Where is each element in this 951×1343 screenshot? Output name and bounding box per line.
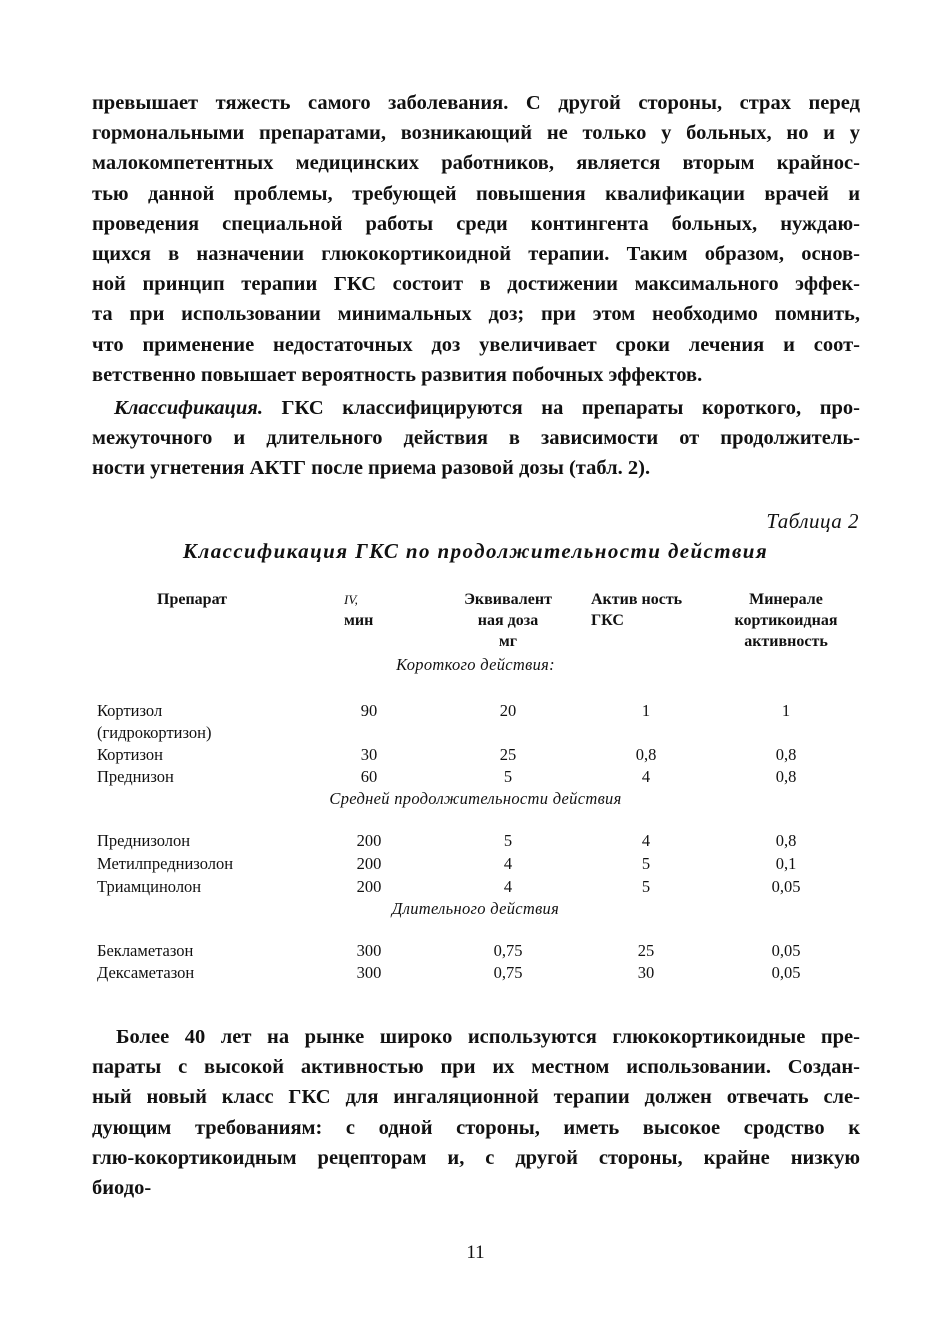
paragraph-line: превышает тяжесть самого заболевания. С другой стороны, страх перед [92,92,860,114]
cell-dose: 4 [503,854,513,873]
table-title: Классификация ГКС по продолжительности действия [182,539,769,563]
paragraph-2 [92,393,860,484]
header-mineral-line2: кортикоидная [734,612,838,629]
paragraph-line: глю-кокортикоидным рецепторам и, с другой стороны, крайне низкую [92,1146,860,1169]
drug-name: Преднизон [97,767,174,786]
paragraph-line: межуточного и длительного действия в зависимости от продолжитель- [92,427,860,450]
cell-activity: 30 [637,963,655,982]
paragraph-line: ной принцип терапии ГКС состоит в достижении максимального эффек- [92,273,860,296]
header-equiv-line3: мг [498,633,518,650]
header-equiv-dose [448,589,568,652]
cell-activity: 1 [641,701,651,720]
paragraph-1 [92,88,860,390]
section-long-acting: Длительного действия [391,899,560,918]
header-t-half [344,589,373,631]
paragraph-line: щихся в назначении глюкокортикоидной терапии. Таким образом, основ- [92,243,860,266]
cell-activity: 0,8 [635,745,657,764]
header-t-half-line1: IV, [344,592,358,607]
paragraph-line: ный новый класс ГКС для ингаляционной терапии должен отвечать сле- [92,1086,860,1109]
cell-activity: 5 [641,877,651,896]
section-short-acting: Короткого действия: [396,655,555,674]
cell-t-half: 90 [360,701,378,720]
cell-mineral: 0,05 [771,877,801,896]
paragraph-line: параты с высокой активностью при их местном использовании. Создан- [92,1056,860,1079]
paragraph-line: проведения специальной работы среди контингента больных, нуждаю- [92,212,860,235]
cell-activity: 25 [637,941,655,960]
drug-name: Триамцинолон [97,877,202,896]
cell-t-half: 60 [360,767,378,786]
drug-name: Кортизол [97,701,163,720]
cell-activity: 4 [641,767,651,786]
cell-mineral: 0,05 [771,941,801,960]
header-drug: Препарат [157,591,228,608]
drug-name: Метилпреднизолон [97,854,234,873]
cell-mineral: 0,05 [771,963,801,982]
cell-t-half: 200 [356,831,382,850]
drug-name: Дексаметазон [97,963,195,982]
paragraph-line: та при использовании минимальных доз; при этом необходимо помнить, [92,303,860,326]
cell-t-half: 300 [356,963,382,982]
header-mineral-line1: Минерале [749,591,823,608]
paragraph-line: малокомпетентных медицинских работников, является вторым крайнос- [92,152,860,175]
cell-dose: 4 [503,877,513,896]
cell-mineral: 0,1 [775,854,797,873]
header-activity-line2: ГКС [591,612,624,629]
drug-name: Кортизон [97,745,164,764]
page-number: 11 [466,1242,485,1263]
cell-mineral: 1 [781,701,791,720]
cell-mineral: 0,8 [775,767,797,786]
paragraph-line: ветственно повышает вероятность развития побочных эффектов. [92,363,703,386]
header-equiv-line2: ная доза [477,612,539,629]
header-activity [591,589,682,631]
drug-name: Бекламетазон [97,941,194,960]
cell-dose: 25 [499,745,517,764]
header-mineral-line3: активность [744,633,828,650]
paragraph-3 [92,1022,860,1203]
section-medium-acting: Средней продолжительности действия [329,789,622,808]
drug-name-extra: (гидрокортизон) [97,723,212,742]
cell-activity: 4 [641,831,651,850]
cell-mineral: 0,8 [775,831,797,850]
header-t-half-line2: мин [344,612,374,629]
cell-t-half: 200 [356,854,382,873]
table-caption: Таблица 2 [766,509,859,533]
drug-name: Преднизолон [97,831,191,850]
cell-t-half: 30 [360,745,378,764]
cell-t-half: 300 [356,941,382,960]
paragraph-line: гормональными препаратами, возникающий не только у больных, но и у [92,122,860,145]
cell-dose: 5 [503,831,513,850]
paragraph-line: что применение недостаточных доз увеличивает сроки лечения и соот- [92,333,860,356]
header-equiv-line1: Эквивалент [464,591,552,608]
cell-dose: 0,75 [493,941,523,960]
paragraph-line: дующим требованиям: с одной стороны, иметь высокое сродство к [92,1116,860,1139]
header-mineral [716,589,856,652]
classification-lead: Классификация. [114,397,263,419]
paragraph-line-rest: ГКС классифицируются на препараты короткого, про- [262,397,860,419]
paragraph-line: биодо- [92,1177,152,1200]
cell-t-half: 200 [356,877,382,896]
cell-activity: 5 [641,854,651,873]
cell-dose: 0,75 [493,963,523,982]
paragraph-line: ности угнетения АКТГ после приема разовой дозы (табл. 2). [92,457,651,480]
paragraph-line: Более 40 лет на рынке широко используются глюкокортикоидные пре- [116,1026,860,1048]
cell-mineral: 0,8 [775,745,797,764]
paragraph-line: тью данной проблемы, требующей повышения квалификации врачей и [92,182,860,205]
paragraph-line [92,393,860,423]
cell-dose: 5 [503,767,513,786]
cell-dose: 20 [499,701,517,720]
header-activity-line1: Актив ность [591,591,683,608]
